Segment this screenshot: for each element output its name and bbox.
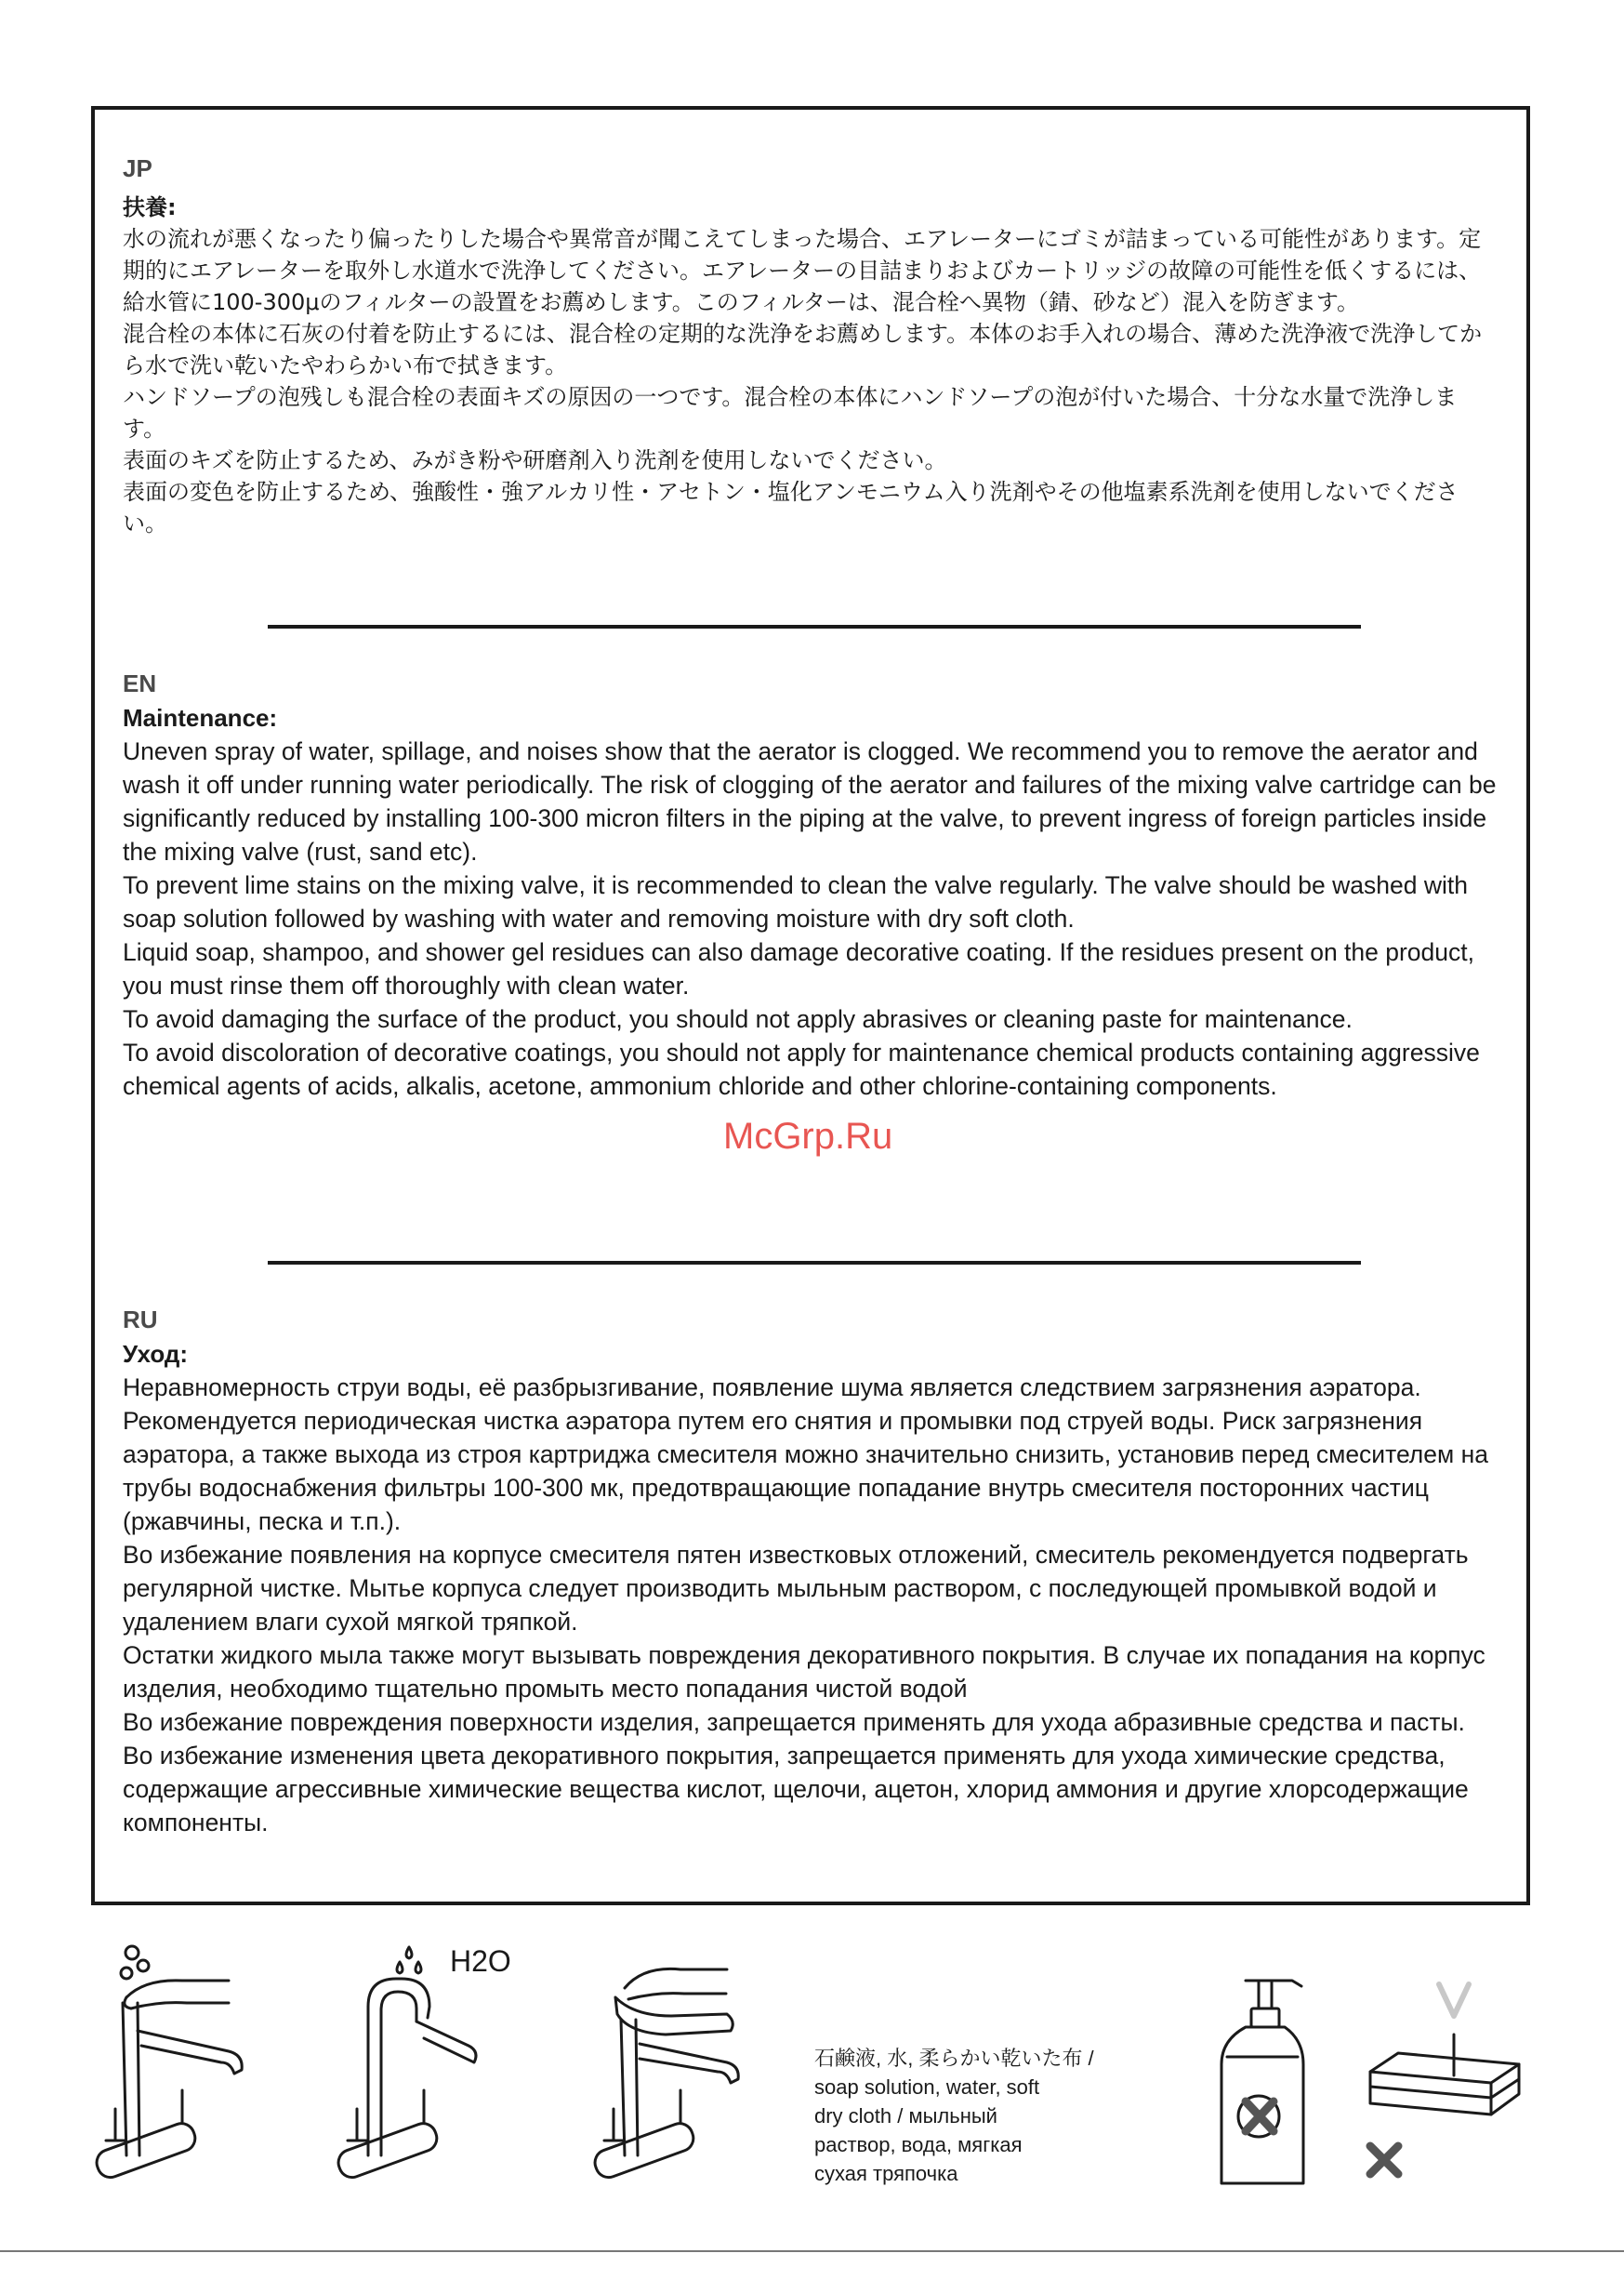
paragraph-ru-1: Неравномерность струи воды, её разбрызгивание, появление шума является следствием загрязнения аэратора. Рекомендуется периодическая чистка аэратора путем его снятия и промывки под струей воды. Риск загрязнения аэратора, а также выхода из строя картриджа смесителя можно значительно снизить, установив перед смесителем на трубы водоснабжения фильтры 100-300 мк, предотвращающие попадание внутрь смесителя посторонних частиц (ржавчины, песка и т.п.). bbox=[123, 1373, 1488, 1535]
heading-ru: Уход: bbox=[123, 1340, 189, 1368]
heading-en: Maintenance: bbox=[123, 704, 278, 732]
paragraph-en-1: Uneven spray of water, spillage, and noises show that the aerator is clogged. We recommend you to remove the aerator and wash it off under running water periodically. The risk of clogging of the aerator and failures of the mixing valve cartridge can be significantly reduced by installing 100-300 micron filters in the piping at the valve, to prevent ingress of foreign particles inside the mixing valve (rust, sand etc). bbox=[123, 737, 1497, 866]
caption-line-2: soap solution, water, soft bbox=[814, 2075, 1040, 2099]
divider-1 bbox=[268, 625, 1361, 629]
paragraph-ru-2: Во избежание появления на корпусе смесителя пятен известковых отложений, смеситель рекомендуется подвергать регулярной чистке. Мытье корпуса следует производить мыльным раствором, с последующей промывкой водой и удалением влаги сухой мягкой тряпкой. bbox=[123, 1541, 1469, 1636]
paragraph-jp-5: 表面の変色を防止するため、強酸性・強アルカリ性・アセトン・塩化アンモニウム入り洗剤やその他塩素系洗剤を使用しないでください。 bbox=[123, 479, 1459, 537]
paragraph-ru-4: Во избежание повреждения поверхности изделия, запрещается применять для ухода абразивные средства и пасты. bbox=[123, 1708, 1465, 1736]
paragraph-jp-3: ハンドソープの泡残しも混合栓の表面キズの原因の一つです。混合栓の本体にハンドソープの泡が付いた場合、十分な水量で洗浄します。 bbox=[123, 384, 1458, 442]
page-bottom-edge bbox=[0, 2250, 1624, 2280]
no-chemicals-bottle-icon bbox=[1208, 1971, 1320, 2194]
caption-line-4: раствор, вода, мягкая bbox=[814, 2133, 1023, 2156]
cleaning-caption bbox=[814, 2044, 1094, 2188]
heading-jp: 扶養: bbox=[123, 194, 177, 220]
paragraph-jp-2: 混合栓の本体に石灰の付着を防止するには、混合栓の定期的な洗浄をお薦めします。本体のお手入れの場合、薄めた洗浄液で洗浄してから水で洗い乾いたやわらかい布で拭きます。 bbox=[123, 321, 1483, 378]
paragraph-en-3: Liquid soap, shampoo, and shower gel residues can also damage decorative coating. If the residues present on the product, you must rinse them off thoroughly with clean water. bbox=[123, 938, 1474, 1000]
watermark: McGrp.Ru bbox=[723, 1116, 893, 1157]
paragraph-ru-5: Во избежание изменения цвета декоративного покрытия, запрещается применять для ухода химические средства, содержащие агрессивные химические вещества кислот, щелочи, ацетон, хлорид аммония и другие хлорсодержащие компоненты. bbox=[123, 1742, 1469, 1836]
paragraph-ru-3: Остатки жидкого мыла также могут вызывать повреждения декоративного покрытия. В случае их попадания на корпус изделия, необходимо тщательно промыть место попадания чистой водой bbox=[123, 1641, 1485, 1703]
cloth-wipe-faucet-icon bbox=[588, 1942, 773, 2183]
caption-line-1: 石鹸液, 水, 柔らかい乾いた布 / bbox=[814, 2047, 1094, 2070]
section-ru bbox=[123, 1306, 1499, 1839]
lang-code-ru: RU bbox=[123, 1306, 158, 1333]
caption-line-5: сухая тряпочка bbox=[814, 2162, 958, 2185]
paragraph-en-2: To prevent lime stains on the mixing valve, it is recommended to clean the valve regularly. The valve should be washed with soap solution followed by washing with water and removing moisture with dry soft cloth. bbox=[123, 871, 1468, 933]
divider-2 bbox=[268, 1261, 1361, 1265]
paragraph-jp-1: 水の流れが悪くなったり偏ったりした場合や異常音が聞こえてしまった場合、エアレーターにゴミが詰まっている可能性があります。定期的にエアレーターを取外し水道水で洗浄してください。エアレーターの目詰まりおよびカートリッジの故障の可能性を低くするには、給水管に100-300μのフィルターの設置をお薦めします。このフィルターは、混合栓へ異物（錆、砂など）混入を防ぎます。 bbox=[123, 226, 1482, 315]
section-en bbox=[123, 669, 1499, 1103]
lang-code-jp: JP bbox=[123, 154, 152, 182]
water-label: H2O bbox=[450, 1944, 511, 1978]
paragraph-en-5: To avoid discoloration of decorative coatings, you should not apply for maintenance chemical products containing aggressive chemical agents of acids, alkalis, acetone, ammonium chloride and other chlorine-containing components. bbox=[123, 1039, 1480, 1100]
paragraph-jp-4: 表面のキズを防止するため、みがき粉や研磨剤入り洗剤を使用しないでください。 bbox=[123, 447, 947, 473]
caption-line-3: dry cloth / мыльный bbox=[814, 2104, 997, 2128]
lang-code-en: EN bbox=[123, 669, 157, 697]
section-jp bbox=[123, 154, 1499, 539]
paragraph-en-4: To avoid damaging the surface of the product, you should not apply abrasives or cleaning paste for maintenance. bbox=[123, 1005, 1353, 1033]
no-abrasive-sponge-icon bbox=[1361, 1979, 1528, 2183]
soap-wash-faucet-icon bbox=[89, 1942, 275, 2183]
water-rinse-faucet-icon bbox=[331, 1942, 517, 2183]
